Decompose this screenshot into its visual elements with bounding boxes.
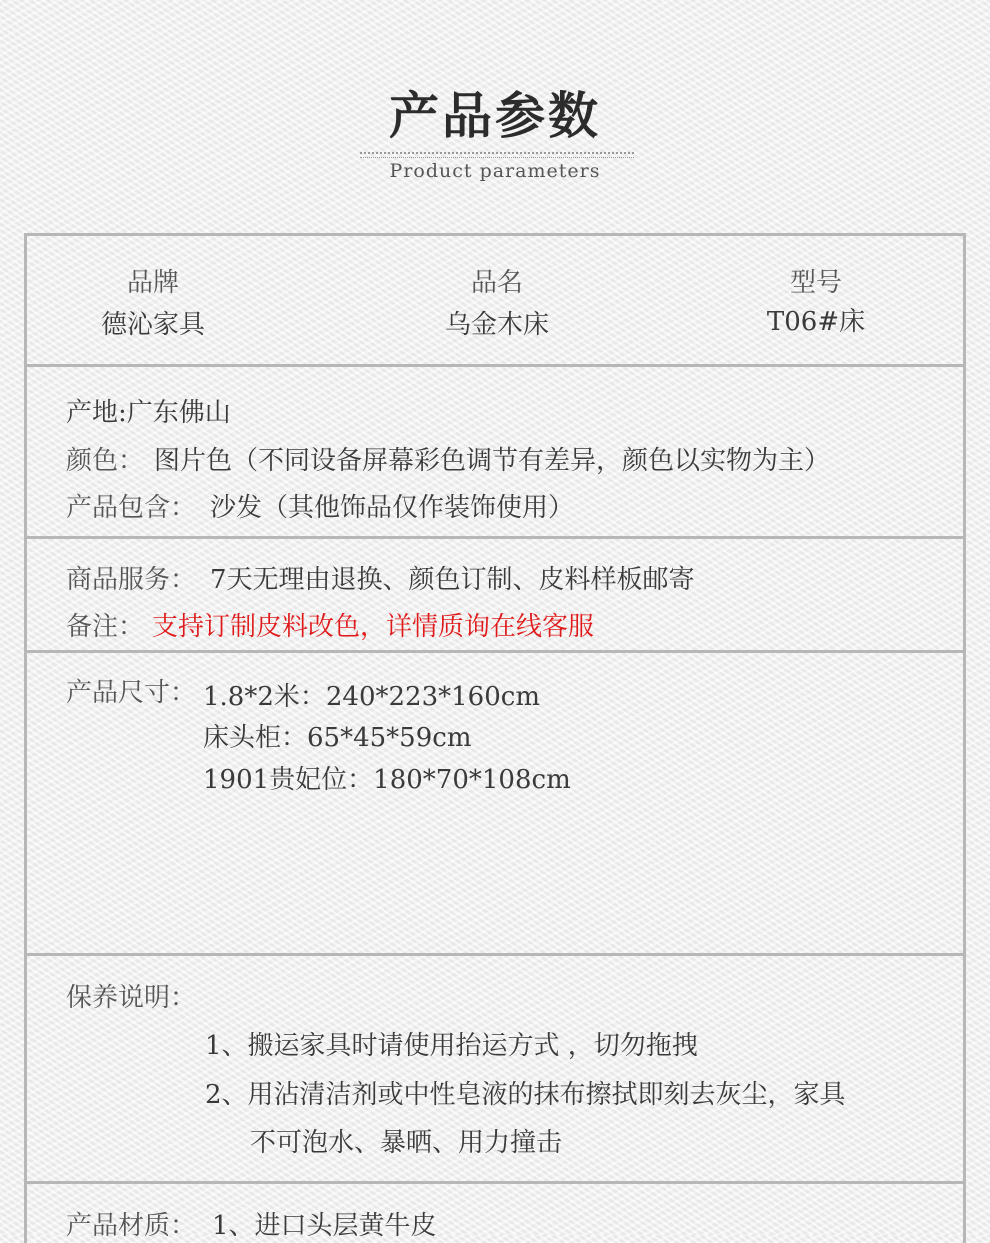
color-value: 图片色（不同设备屏幕彩色调节有差异，颜色以实物为主）	[154, 446, 831, 476]
row-divider	[24, 364, 966, 367]
origin-text: 产地:广东佛山	[66, 398, 231, 428]
size-item: 1.8*2米：240*223*160cm	[203, 682, 540, 712]
brand-value: 德沁家具	[100, 310, 206, 340]
row-divider	[24, 536, 966, 539]
color-label: 颜色：	[66, 446, 145, 476]
row-divider	[24, 650, 966, 653]
size-label: 产品尺寸：	[66, 678, 197, 708]
title-divider	[360, 152, 634, 158]
page-title: 产品参数	[389, 87, 601, 145]
material-label: 产品材质：	[66, 1211, 197, 1241]
package-label: 产品包含：	[66, 493, 197, 523]
care-item: 1、搬运家具时请使用抬运方式 ，切勿拖拽	[205, 1031, 698, 1061]
brand-label: 品牌	[126, 268, 180, 298]
care-item: 2、用沾清洁剂或中性皂液的抹布擦拭即刻去灰尘，家具	[205, 1080, 846, 1110]
row-divider	[24, 953, 966, 956]
package-value: 沙发（其他饰品仅作装饰使用）	[210, 493, 575, 523]
note-label: 备注：	[66, 612, 145, 642]
row-divider	[24, 1181, 966, 1184]
care-label: 保养说明：	[66, 983, 197, 1013]
size-item: 床头柜：65*45*59cm	[203, 723, 472, 753]
note-value: 支持订制皮料改色，详情质询在线客服	[152, 612, 595, 642]
page-subtitle: Product parameters	[389, 160, 601, 182]
care-item-continued: 不可泡水、暴晒、用力撞击	[250, 1128, 563, 1158]
product-name-label: 品名	[470, 268, 524, 298]
service-label: 商品服务：	[66, 565, 197, 595]
size-item: 1901贵妃位：180*70*108cm	[203, 765, 571, 795]
product-name-value: 乌金木床	[444, 310, 550, 340]
model-value: T06#床	[766, 307, 866, 337]
service-value: 7天无理由退换、颜色订制、皮料样板邮寄	[210, 565, 695, 595]
model-label: 型号	[789, 268, 843, 298]
material-item: 1、进口头层黄牛皮	[212, 1211, 437, 1241]
